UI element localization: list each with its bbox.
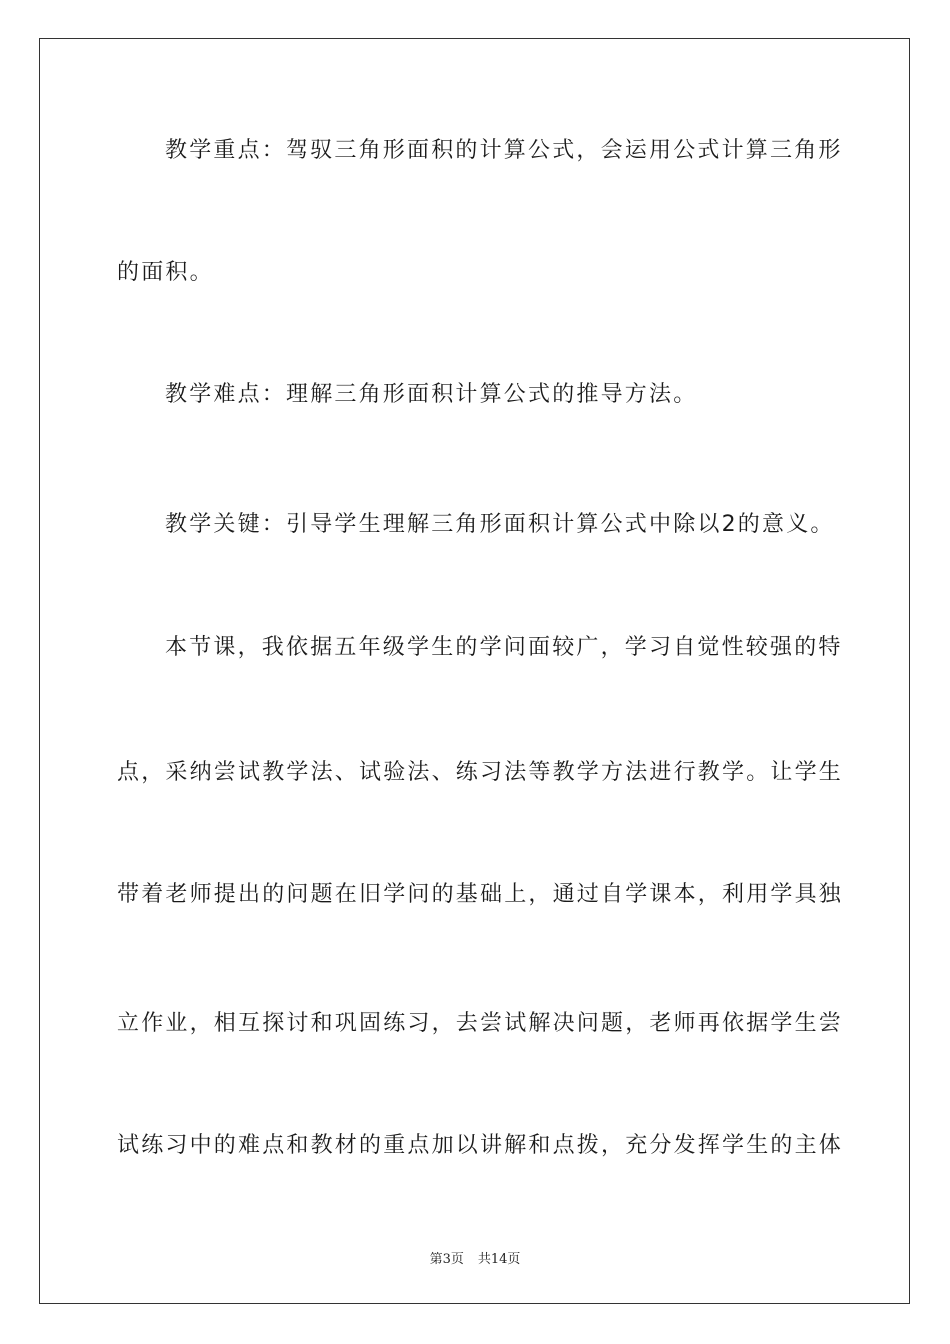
paragraph-line: 试练习中的难点和教材的重点加以讲解和点拨，充分发挥学生的主体 [117,1133,844,1158]
paragraph-line: 带着老师提出的问题在旧学问的基础上，通过自学课本，利用学具独 [117,882,844,907]
paragraph-line: 立作业，相互探讨和巩固练习，去尝试解决问题，老师再依据学生尝 [117,1011,844,1036]
total-pages: 共14页 [477,1252,521,1267]
paragraph-line: 教学重点：驾驭三角形面积的计算公式，会运用公式计算三角形 [165,138,843,163]
paragraph-line: 点，采纳尝试教学法、试验法、练习法等教学方法进行教学。让学生 [117,760,844,785]
page-footer [0,1248,950,1267]
page-number: 第3页 [429,1252,464,1267]
paragraph-line: 教学难点：理解三角形面积计算公式的推导方法。 [165,382,698,407]
paragraph-line: 的面积。 [117,260,214,285]
paragraph-line: 本节课，我依据五年级学生的学问面较广，学习自觉性较强的特 [165,635,843,660]
page-border [39,38,910,1304]
paragraph-line: 教学关键：引导学生理解三角形面积计算公式中除以2的意义。 [165,512,835,537]
